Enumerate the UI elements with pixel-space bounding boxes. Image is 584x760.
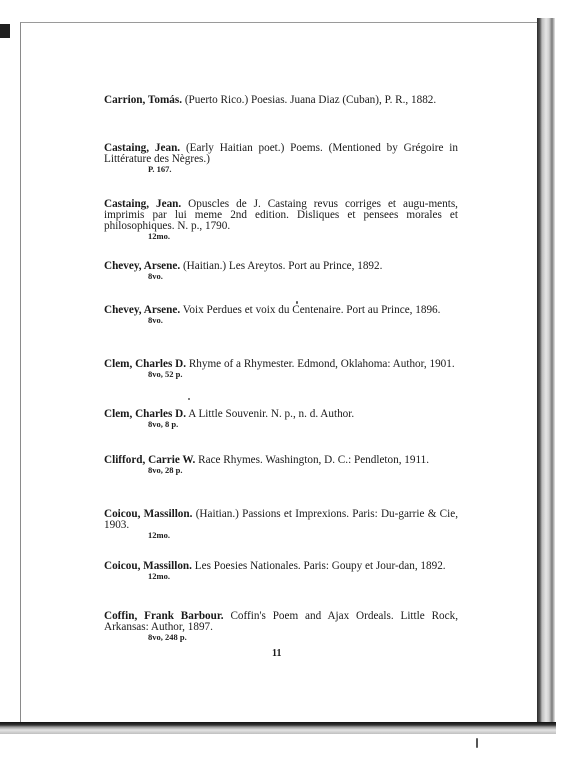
entry-description: A Little Souvenir. N. p., n. d. Author. — [188, 408, 355, 420]
entry-format: 12mo. — [148, 231, 170, 241]
entry-format: 8vo. — [148, 315, 163, 325]
bibliography-entry — [104, 455, 458, 475]
entry-description: Coffin's Poem and Ajax Ordeals. Little Rock, Arkansas: Author, 1897. — [104, 610, 458, 633]
bibliography-entry — [104, 561, 458, 581]
entry-text — [104, 611, 458, 633]
entry-description: (Haitian.) Les Areytos. Port au Prince, 1892. — [182, 260, 383, 272]
bibliography-entry — [104, 261, 458, 281]
entry-author: Coicou, Massillon. — [104, 560, 192, 572]
bibliography-entry — [104, 611, 458, 642]
entry-text — [104, 199, 458, 232]
entry-author: Chevey, Arsene. — [104, 260, 181, 272]
entry-description: Les Poesies Nationales. Paris: Goupy et Jour-dan, 1892. — [194, 560, 446, 572]
entry-format: 8vo. — [148, 271, 163, 281]
bibliography-entry — [104, 409, 458, 429]
entry-text — [104, 143, 458, 165]
entry-format: 8vo, 52 p. — [148, 369, 183, 379]
bibliography-entry — [104, 143, 458, 174]
scan-speck — [476, 738, 478, 748]
bibliography-entry — [104, 199, 458, 241]
entry-description: (Early Haitian poet.) Poems. (Mentioned by Grégoire in Littérature des Nègres.) — [104, 142, 458, 165]
entry-format: 12mo. — [148, 571, 170, 581]
entry-author: Castaing, Jean. — [104, 142, 181, 154]
entry-author: Coffin, Frank Barbour. — [104, 610, 224, 622]
entry-author: Carrion, Tomás. — [104, 94, 183, 106]
entry-text — [104, 509, 458, 531]
page-number: 11 — [272, 648, 282, 659]
entry-format: 8vo, 28 p. — [148, 465, 183, 475]
entry-description: Opuscles de J. Castaing revus corriges et augu-ments, imprimis par lui meme 2nd edition. Disliques et pensees morales et philosophiques. N. p., 1790. — [104, 198, 458, 232]
entry-description: Voix Perdues et voix du Centenaire. Port au Prince, 1896. — [182, 304, 441, 316]
scan-mark — [0, 24, 10, 38]
entry-description: Race Rhymes. Washington, D. C.: Pendleton, 1911. — [198, 454, 430, 466]
entry-description: (Puerto Rico.) Poesias. Juana Diaz (Cuban), P. R., 1882. — [184, 94, 437, 106]
entry-format: 8vo, 248 p. — [148, 632, 187, 642]
entry-author: Clifford, Carrie W. — [104, 454, 196, 466]
entry-author: Clem, Charles D. — [104, 408, 187, 420]
bibliography-entry — [104, 305, 458, 325]
entry-description: Rhyme of a Rhymester. Edmond, Oklahoma: Author, 1901. — [188, 358, 455, 370]
scan-speck — [188, 398, 190, 400]
page-edge-bottom — [0, 722, 556, 734]
entry-description: (Haitian.) Passions et Imprexions. Paris: Du-garrie & Cie, 1903. — [104, 508, 458, 531]
entry-text — [104, 95, 458, 106]
bibliography-entry — [104, 95, 458, 105]
bibliography-entry — [104, 509, 458, 540]
entry-format: 8vo, 8 p. — [148, 419, 179, 429]
bibliography-entry — [104, 359, 458, 379]
page-edge-right — [537, 18, 555, 726]
entry-author: Clem, Charles D. — [104, 358, 187, 370]
entry-author: Coicou, Massillon. — [104, 508, 193, 520]
entry-format: 12mo. — [148, 530, 170, 540]
entry-author: Chevey, Arsene. — [104, 304, 181, 316]
entry-format: P. 167. — [148, 164, 172, 174]
entry-author: Castaing, Jean. — [104, 198, 182, 210]
